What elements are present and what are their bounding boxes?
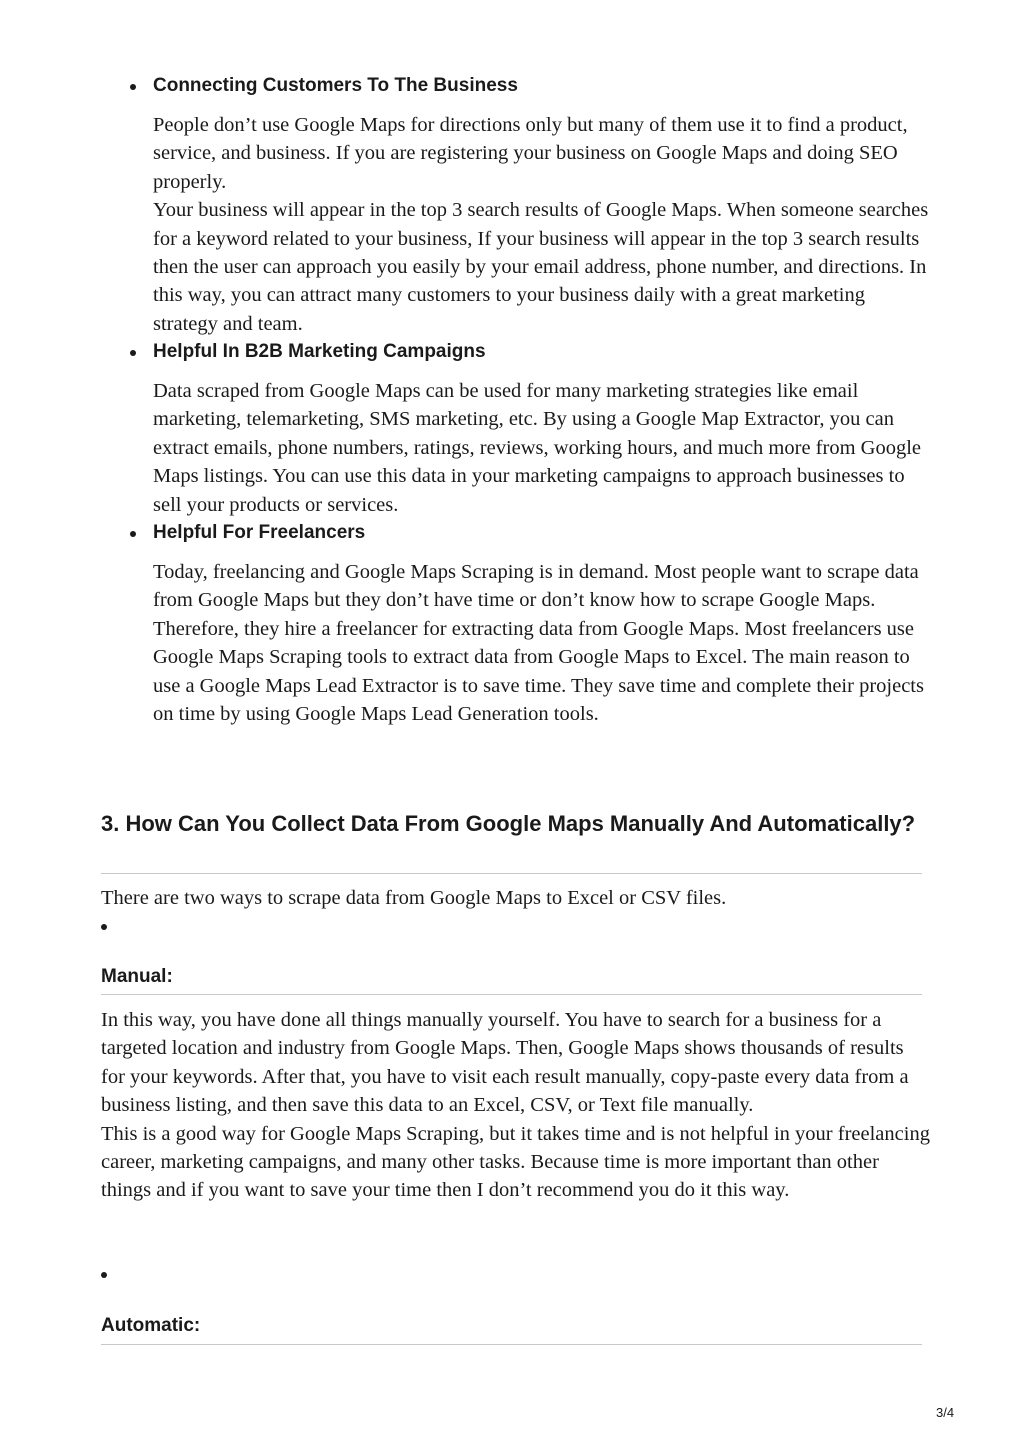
automatic-divider (101, 1344, 922, 1345)
benefit-body (153, 111, 933, 338)
page-number: 3/4 (936, 1405, 955, 1420)
section-intro (101, 884, 931, 912)
benefit-title: Helpful In B2B Marketing Campaigns (153, 341, 486, 362)
automatic-heading: Automatic: (101, 1315, 201, 1336)
paragraph: People don’t use Google Maps for directions only but many of them use it to find a product, service, and business. If you are registering your business on Google Maps and doing SEO properly. (153, 114, 908, 193)
paragraph: This is a good way for Google Maps Scraping, but it takes time and is not helpful in your freelancing career, marketing campaigns, and many other tasks. Because time is more important than other things and if you want to save your time then I don’t recommend you do it this way. (101, 1122, 930, 1202)
paragraph: Your business will appear in the top 3 search results of Google Maps. When someone searches for a keyword related to your business, If your business will appear in the top 3 search results then the user can approach you easily by your email address, phone number, and directions. In this way, you can attract many customers to your business daily with a great marketing strategy and team. (153, 199, 929, 335)
bullet-icon (130, 350, 136, 356)
paragraph: Today, freelancing and Google Maps Scraping is in demand. Most people want to scrape data from Google Maps but they don’t have time or don’t know how to scrape Google Maps. (153, 561, 919, 612)
paragraph: In this way, you have done all things manually yourself. You have to search for a business for a targeted location and industry from Google Maps. Then, Google Maps shows thousands of results for your keywords. After that, you have to visit each result manually, copy-paste every data from a business listing, and then save this data to an Excel, CSV, or Text file manually. (101, 1009, 909, 1117)
section-heading: 3. How Can You Collect Data From Google Maps Manually And Automatically? (101, 811, 916, 836)
benefit-title: Helpful For Freelancers (153, 522, 366, 543)
bullet-icon (101, 924, 107, 930)
benefit-body (153, 377, 933, 519)
section-divider (101, 873, 922, 874)
manual-body (101, 1006, 931, 1205)
bullet-icon (130, 84, 136, 90)
paragraph: There are two ways to scrape data from Google Maps to Excel or CSV files. (101, 887, 727, 909)
paragraph: Therefore, they hire a freelancer for extracting data from Google Maps. Most freelancers use Google Maps Scraping tools to extract data from Google Maps to Excel. The main reason to use a Google Maps Lead Extractor is to save time. They save time and complete their projects on time by using Google Maps Lead Generation tools. (153, 617, 924, 726)
bullet-icon (130, 531, 136, 537)
bullet-icon (101, 1272, 107, 1278)
paragraph: Data scraped from Google Maps can be used for many marketing strategies like email marketing, telemarketing, SMS marketing, etc. By using a Google Map Extractor, you can extract emails, phone numbers, ratings, reviews, working hours, and much more from Google Maps listings. You can use this data in your marketing campaigns to approach businesses to sell your products or services. (153, 380, 921, 516)
manual-heading: Manual: (101, 966, 173, 987)
manual-divider (101, 994, 922, 995)
benefit-title: Connecting Customers To The Business (153, 75, 518, 96)
benefit-body (153, 558, 933, 728)
